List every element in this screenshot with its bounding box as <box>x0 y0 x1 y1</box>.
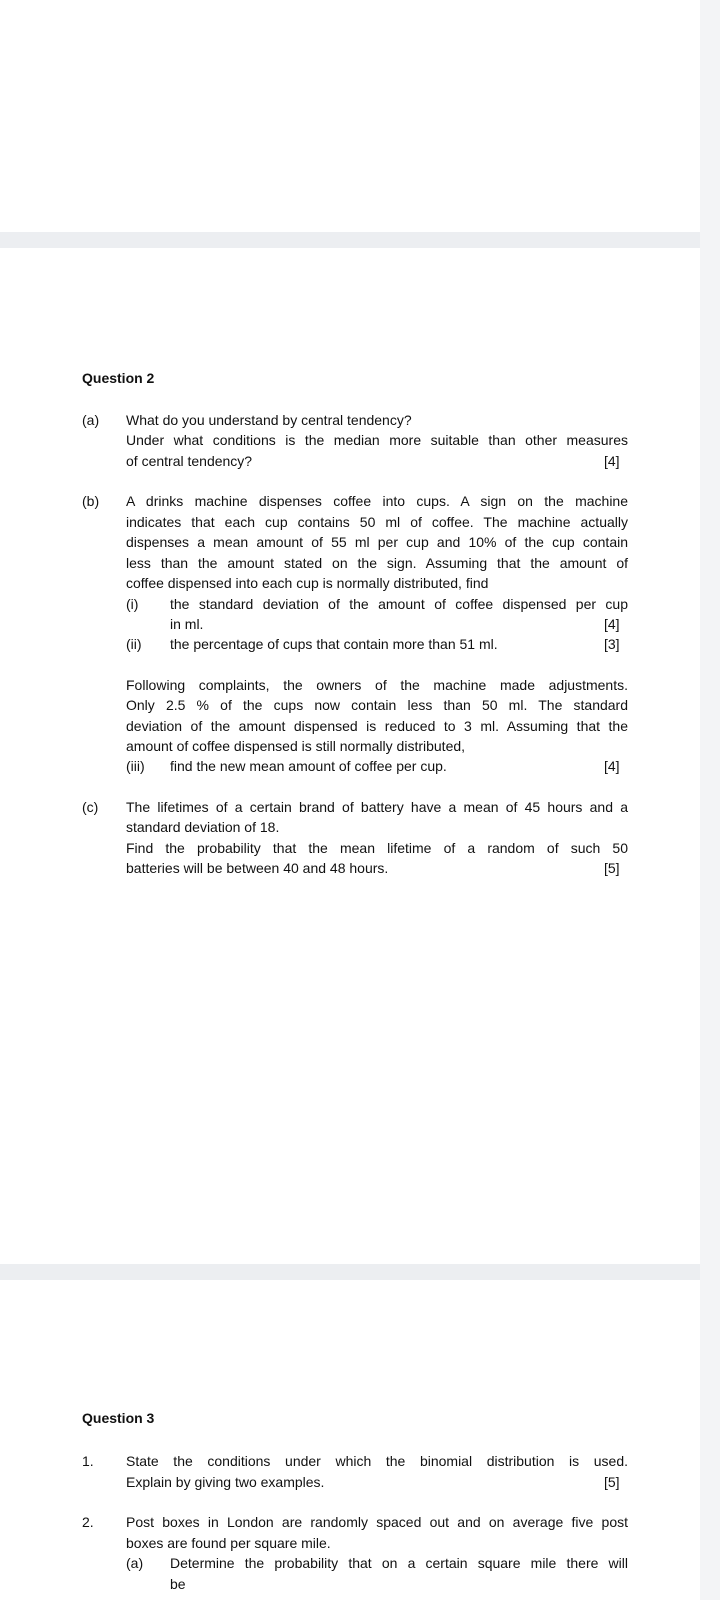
page-separator <box>0 1264 700 1280</box>
part-b-line-5: coffee dispensed into each cup is normally distributed, find <box>126 575 489 591</box>
part-c-line-3: Find the probability that the mean lifetime of a random of such 50 <box>126 840 628 856</box>
question-3-title: Question 3 <box>82 1410 155 1426</box>
part-b-follow-line-4: amount of coffee dispensed is still normally distributed, <box>126 738 466 754</box>
part-a-marks: [4] <box>604 453 620 469</box>
item-2-a-line-1: Determine the probability that on a certain square mile there will <box>170 1555 628 1571</box>
item-2-a-line-2: be <box>170 1576 186 1592</box>
scrollbar-track[interactable] <box>700 0 720 1600</box>
item-1-marks: [5] <box>604 1474 620 1490</box>
part-c-line-1: The lifetimes of a certain brand of battery have a mean of 45 hours and a <box>126 799 628 815</box>
item-2-a-label: (a) <box>126 1555 144 1571</box>
part-b-follow-line-1: Following complaints, the owners of the machine made adjustments. <box>126 677 628 693</box>
part-b-ii-line-1: the percentage of cups that contain more than 51 ml. <box>170 636 498 652</box>
part-b-iii-label: (iii) <box>126 758 145 774</box>
part-a-line-1: What do you understand by central tendency? <box>126 412 412 428</box>
part-b-line-2: indicates that each cup contains 50 ml of coffee. The machine actually <box>126 514 628 530</box>
part-b-ii-marks: [3] <box>604 636 620 652</box>
question-2-title: Question 2 <box>82 370 155 386</box>
part-a-line-2: Under what conditions is the median more suitable than other measures <box>126 432 628 448</box>
part-b-ii-label: (ii) <box>126 636 142 652</box>
part-c-line-2: standard deviation of 18. <box>126 819 280 835</box>
page-question-2 <box>0 248 700 1264</box>
part-b-follow-line-2: Only 2.5 % of the cups now contain less than 50 ml. The standard <box>126 697 628 713</box>
item-2-label: 2. <box>82 1514 94 1530</box>
item-1-label: 1. <box>82 1453 94 1469</box>
part-b-i-line-1: the standard deviation of the amount of coffee dispensed per cup <box>170 596 628 612</box>
item-2-line-2: boxes are found per square mile. <box>126 1535 331 1551</box>
item-1-line-1: State the conditions under which the binomial distribution is used. <box>126 1453 628 1469</box>
part-b-iii-marks: [4] <box>604 758 620 774</box>
page-separator <box>0 232 700 248</box>
part-b-i-label: (i) <box>126 596 139 612</box>
item-2-line-1: Post boxes in London are randomly spaced out and on average five post <box>126 1514 628 1530</box>
page-question-3 <box>0 1280 700 1600</box>
part-b-line-1: A drinks machine dispenses coffee into cups. A sign on the machine <box>126 493 628 509</box>
page-previous <box>0 0 700 232</box>
part-a-line-3: of central tendency? <box>126 453 253 469</box>
item-1-line-2: Explain by giving two examples. <box>126 1474 325 1490</box>
part-b-i-line-2: in ml. <box>170 616 204 632</box>
part-c-marks: [5] <box>604 860 620 876</box>
part-b-i-marks: [4] <box>604 616 620 632</box>
part-b-follow-line-3: deviation of the amount dispensed is reduced to 3 ml. Assuming that the <box>126 718 628 734</box>
part-a-label: (a) <box>82 412 100 428</box>
part-b-line-3: dispenses a mean amount of 55 ml per cup and 10% of the cup contain <box>126 534 628 550</box>
part-c-label: (c) <box>82 799 99 815</box>
part-b-label: (b) <box>82 493 100 509</box>
part-b-iii-line-1: find the new mean amount of coffee per cup. <box>170 758 447 774</box>
part-b-line-4: less than the amount stated on the sign. Assuming that the amount of <box>126 555 628 571</box>
part-c-line-4: batteries will be between 40 and 48 hours. <box>126 860 389 876</box>
